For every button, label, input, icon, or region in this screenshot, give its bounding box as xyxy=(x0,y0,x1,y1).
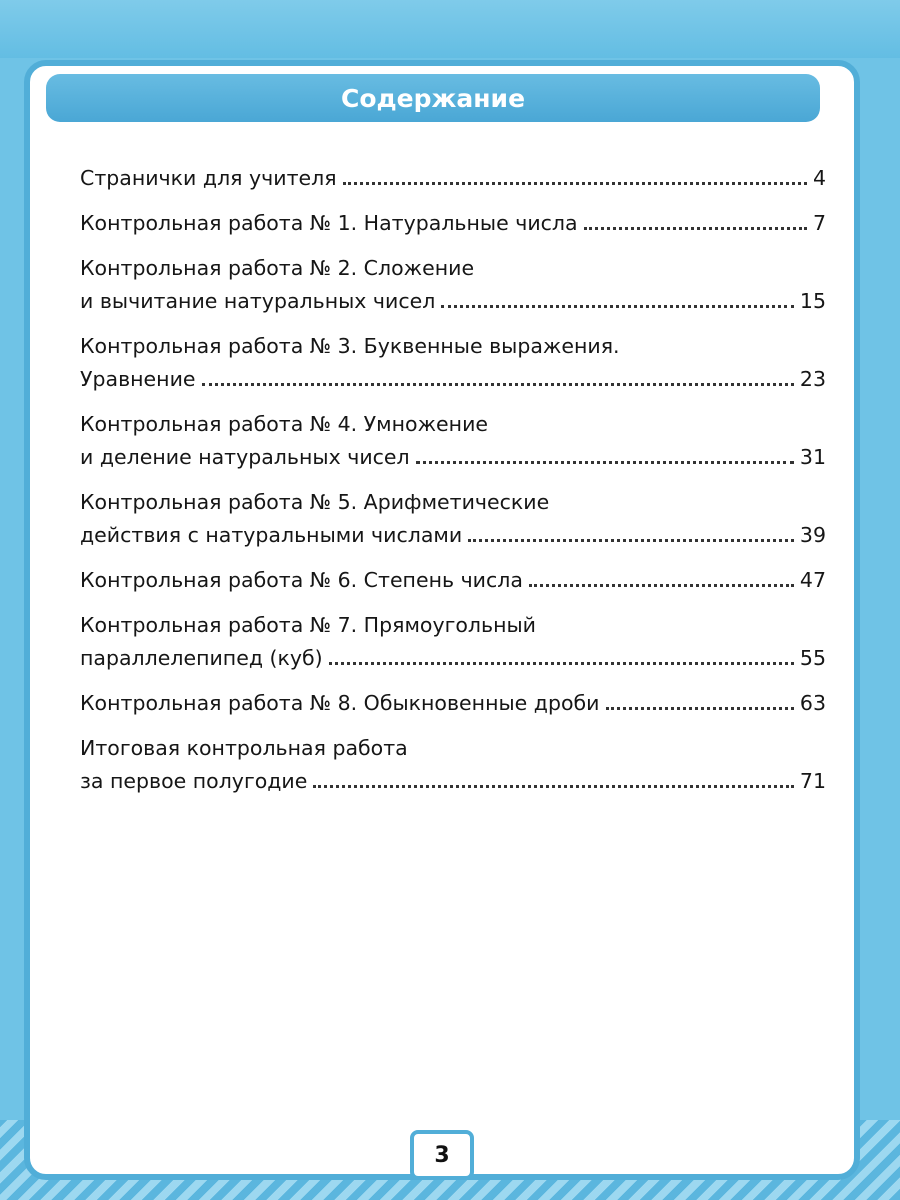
toc-entry-line xyxy=(80,687,826,720)
toc-entry xyxy=(80,687,826,720)
toc-entry-text: Странички для учителя xyxy=(80,166,337,190)
toc-entry-line xyxy=(80,486,826,519)
toc-entry-text: и деление натуральных чисел xyxy=(80,445,410,469)
toc-page-number: 47 xyxy=(799,568,826,592)
toc-entry xyxy=(80,162,826,195)
dot-leader xyxy=(329,662,794,665)
toc-page-number: 4 xyxy=(812,166,826,190)
dot-leader xyxy=(529,584,794,587)
toc-entry-text: Контрольная работа № 2. Сложение xyxy=(80,256,475,280)
dot-leader xyxy=(468,539,794,542)
toc-entry-text: Контрольная работа № 1. Натуральные числа xyxy=(80,211,578,235)
toc-entry xyxy=(80,252,826,318)
toc-entry xyxy=(80,408,826,474)
toc-entry-text: Контрольная работа № 3. Буквенные выражения. xyxy=(80,334,620,358)
toc-page-number: 39 xyxy=(799,523,826,547)
table-of-contents xyxy=(80,162,826,810)
toc-entry-text: и вычитание натуральных чисел xyxy=(80,289,436,313)
toc-entry-line xyxy=(80,642,826,675)
toc-page-number: 23 xyxy=(799,367,826,391)
toc-entry-line xyxy=(80,285,826,318)
toc-entry xyxy=(80,732,826,798)
toc-entry-text: Контрольная работа № 4. Умножение xyxy=(80,412,489,436)
toc-entry-line xyxy=(80,252,826,285)
toc-entry-text: Контрольная работа № 8. Обыкновенные дроби xyxy=(80,691,600,715)
toc-entry-line xyxy=(80,330,826,363)
toc-entry xyxy=(80,609,826,675)
toc-page-number: 71 xyxy=(799,769,826,793)
toc-entry xyxy=(80,564,826,597)
toc-entry-line xyxy=(80,408,826,441)
toc-entry-text: действия с натуральными числами xyxy=(80,523,463,547)
toc-entry-line xyxy=(80,162,826,195)
dot-leader xyxy=(343,182,807,185)
toc-entry-text: параллелепипед (куб) xyxy=(80,646,323,670)
toc-entry-line xyxy=(80,441,826,474)
toc-entry xyxy=(80,207,826,240)
toc-page-number: 55 xyxy=(799,646,826,670)
dot-leader xyxy=(202,383,794,386)
toc-page-number: 63 xyxy=(799,691,826,715)
toc-entry-line xyxy=(80,363,826,396)
toc-entry xyxy=(80,330,826,396)
toc-entry-line xyxy=(80,609,826,642)
toc-entry-line xyxy=(80,207,826,240)
page-number: 3 xyxy=(410,1130,474,1180)
toc-page-number: 15 xyxy=(799,289,826,313)
contents-panel xyxy=(24,60,860,1180)
dot-leader xyxy=(606,707,794,710)
dot-leader xyxy=(584,227,807,230)
toc-entry-text: Контрольная работа № 5. Арифметические xyxy=(80,490,550,514)
dot-leader xyxy=(441,305,794,308)
contents-header xyxy=(46,74,820,122)
toc-entry-text: Контрольная работа № 6. Степень числа xyxy=(80,568,523,592)
dot-leader xyxy=(313,785,794,788)
dot-leader xyxy=(416,461,794,464)
toc-page-number: 7 xyxy=(812,211,826,235)
toc-entry-line xyxy=(80,732,826,765)
toc-entry-text: за первое полугодие xyxy=(80,769,308,793)
toc-entry-text: Уравнение xyxy=(80,367,196,391)
toc-entry xyxy=(80,486,826,552)
contents-title: Содержание xyxy=(340,83,526,113)
toc-entry-line xyxy=(80,519,826,552)
toc-page-number: 31 xyxy=(799,445,826,469)
top-background-strip xyxy=(0,0,900,58)
toc-entry-text: Контрольная работа № 7. Прямоугольный xyxy=(80,613,536,637)
toc-entry-text: Итоговая контрольная работа xyxy=(80,736,408,760)
toc-entry-line xyxy=(80,765,826,798)
toc-entry-line xyxy=(80,564,826,597)
